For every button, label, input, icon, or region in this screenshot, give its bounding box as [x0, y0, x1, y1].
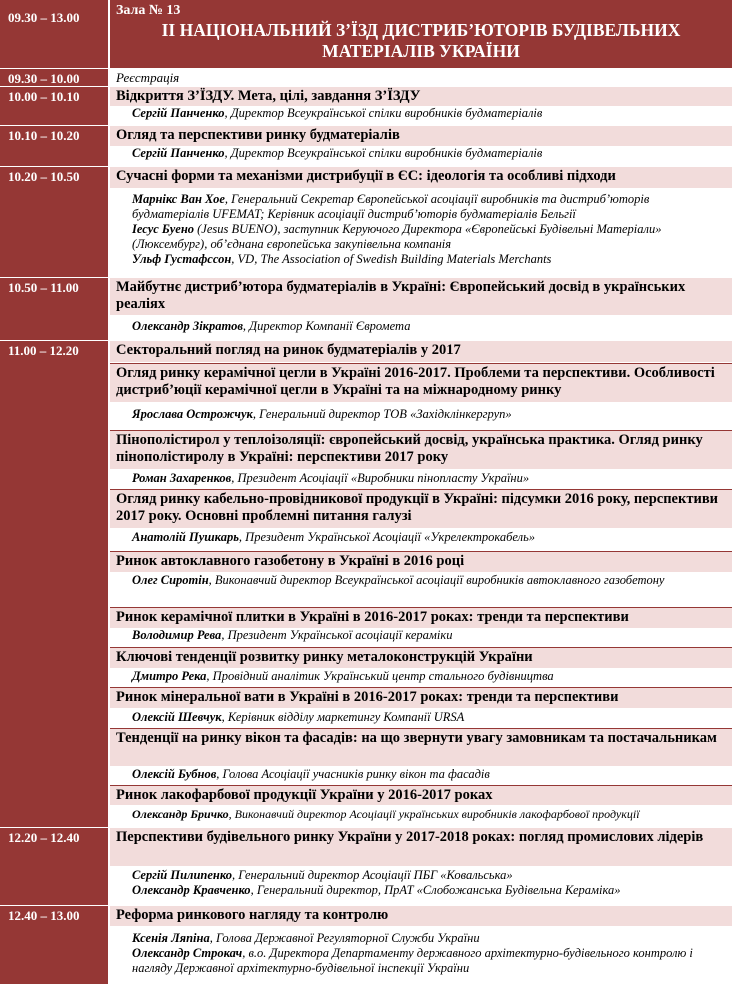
speaker-name: Сергій Пилипенко — [132, 868, 232, 882]
speaker-name: Сергій Панченко — [132, 146, 225, 160]
session-row — [0, 86, 732, 124]
speaker-role: , Президент Української Асоціації «Укрелектрокабель» — [238, 530, 536, 544]
speaker-name: Сергій Панченко — [132, 106, 225, 120]
speaker-role: , VD, The Association of Swedish Building Materials Merchants — [231, 252, 552, 266]
speaker-role: , Голова Асоціації учасників ринку вікон та фасадів — [216, 767, 490, 781]
speaker-name: Олег Сиротін — [132, 573, 209, 587]
speaker-line — [110, 669, 732, 687]
session-row — [0, 166, 732, 276]
session-title: Огляд та перспективи ринку будматеріалів — [110, 126, 732, 146]
subtopic-title: Пінополістирол у теплоізоляції: європейський досвід, українська практика. Огляд ринку пінополістиролу в Україні: перспективи 2017 року — [110, 431, 732, 469]
session-time: 12.20 – 12.40 — [8, 830, 80, 845]
subtopic-title: Огляд ринку кабельно-провідникової продукції в Україні: підсумки 2016 року, перспективи 2017 року. Основні проблемні питання галузі — [110, 490, 732, 528]
speaker-line — [110, 710, 732, 728]
header-banner — [110, 0, 732, 68]
session-time: 12.40 – 13.00 — [8, 908, 80, 923]
session-row — [0, 125, 732, 165]
speaker-name: Олександр Кравченко — [132, 883, 251, 897]
speaker-role: , Виконавчий директор Всеукраїнської асоціації виробників автоклавного газобетону — [208, 573, 665, 587]
hall-label: Зала № 13 — [116, 3, 181, 18]
speaker-line — [110, 573, 732, 607]
speaker-name: Роман Захаренков — [132, 471, 232, 485]
speaker-role: , Генеральний Секретар Європейської асоціації виробників та дистриб’юторів будматеріалів UFEMAT; Керівник асоціації дистриб’юторів будматеріалів Бельгії — [132, 192, 650, 221]
speaker-role: , Провідний аналітик Український центр стального будівництва — [206, 669, 554, 683]
subtopic-title: Тенденції на ринку вікон та фасадів: на що звернути увагу замовникам та постачальникам — [110, 729, 732, 766]
speaker-name: Марнікс Ван Хое — [132, 192, 225, 206]
speaker-name: Ульф Густафссон — [132, 252, 232, 266]
session-time: 11.00 – 12.20 — [8, 343, 79, 358]
speaker-role: , в.о. Директора Департаменту державного архітектурно-будівельного контролю і нагляду Державної архітектурно-будівельної інспекції України — [132, 946, 693, 975]
registration-text: Реєстрація — [110, 69, 732, 88]
session-title: Секторальний погляд на ринок будматеріалів у 2017 — [110, 341, 732, 362]
speaker-role: , Керівник відділу маркетингу Компанії URSA — [221, 710, 465, 724]
session-time: 10.10 – 10.20 — [8, 128, 80, 143]
subtopic-title: Ключові тенденції розвитку ринку металоконструкцій України — [110, 648, 732, 668]
session-row — [0, 827, 732, 904]
subtopic-title: Ринок автоклавного газобетону в Україні в 2016 році — [110, 552, 732, 572]
session-time: 10.20 – 10.50 — [8, 169, 80, 184]
speaker-line — [110, 407, 732, 427]
registration-row — [0, 68, 732, 88]
speaker-line — [110, 319, 732, 339]
speaker-line — [110, 807, 732, 825]
speaker-name: Ярослава Острожчук — [132, 407, 253, 421]
speaker-role: , Виконавчий директор Асоціації українських виробників лакофарбової продукції — [228, 807, 640, 821]
speaker-role: , Директор Компанії Євромета — [242, 319, 411, 333]
session-time: 10.00 – 10.10 — [8, 89, 80, 104]
speaker-name: Олександр Бричко — [132, 807, 229, 821]
speaker-name: Анатолій Пушкарь — [132, 530, 239, 544]
event-title-line1: ІІ НАЦІОНАЛЬНИЙ З’ЇЗД ДИСТРИБ’ЮТОРІВ БУДІВЕЛЬНИХ — [161, 20, 681, 40]
speaker-name: Олександр Строкач — [132, 946, 243, 960]
speaker-name: Олексій Шевчук — [132, 710, 222, 724]
speaker-line — [110, 471, 732, 489]
speaker-line — [132, 222, 726, 252]
speaker-line — [132, 946, 726, 976]
session-title: Відкриття З’ЇЗДУ. Мета, цілі, завдання З’ЇЗДУ — [110, 87, 732, 106]
session-title: Сучасні форми та механізми дистрибуції в ЄС: ідеологія та особливі підходи — [110, 167, 732, 188]
speaker-name: Іесус Буено — [132, 222, 195, 236]
speaker-role: , Директор Всеукраїнської спілки виробників будматеріалів — [224, 146, 543, 160]
speaker-line — [110, 146, 732, 165]
speaker-name: Володимир Рева — [132, 628, 222, 642]
speaker-block — [110, 868, 732, 904]
subtopic-title: Ринок мінеральної вати в Україні в 2016-2017 роках: тренди та перспективи — [110, 688, 732, 708]
subtopic-title: Ринок лакофарбової продукції України у 2016-2017 роках — [110, 786, 732, 805]
speaker-role: , Директор Всеукраїнської спілки виробників будматеріалів — [224, 106, 543, 120]
speaker-line — [132, 883, 726, 898]
speaker-line — [110, 106, 732, 124]
session-title: Майбутнє дистриб’ютора будматеріалів в Україні: Європейський досвід в українських реаліях — [110, 278, 732, 315]
speaker-name: Олександр Зікратов — [132, 319, 243, 333]
speaker-line — [110, 530, 732, 548]
speaker-block — [110, 192, 732, 276]
session-title: Реформа ринкового нагляду та контролю — [110, 906, 732, 926]
subtopic-title: Огляд ринку керамічної цегли в Україні 2016-2017. Проблеми та перспективи. Особливості дистриб’юції керамічної цегли в Україні та на міжнародному ринку — [110, 364, 732, 402]
speaker-line — [132, 192, 726, 222]
speaker-line — [110, 628, 732, 646]
session-row — [0, 905, 732, 984]
speaker-role: , Президент Асоціації «Виробники пінопласту України» — [231, 471, 530, 485]
session-time: 10.50 – 11.00 — [8, 280, 79, 295]
speaker-name: Дмитро Река — [132, 669, 207, 683]
speaker-name: Ксенія Ляпіна — [132, 931, 210, 945]
session-title: Перспективи будівельного ринку України у 2017-2018 роках: погляд промислових лідерів — [110, 828, 732, 866]
header-time: 09.30 – 13.00 — [8, 10, 80, 25]
event-title — [110, 20, 732, 62]
event-title-line2: МАТЕРІАЛІВ УКРАЇНИ — [322, 41, 520, 61]
speaker-role: , Голова Державної Регуляторної Служби України — [209, 931, 480, 945]
speaker-line — [132, 252, 726, 267]
registration-time: 09.30 – 10.00 — [8, 71, 80, 86]
speaker-block — [110, 931, 732, 985]
speaker-line — [110, 767, 732, 785]
speaker-role: , Генеральний директор Асоціації ПБГ «Ковальська» — [231, 868, 513, 882]
speaker-role: , Генеральний директор ТОВ «Західклінкергруп» — [252, 407, 512, 421]
speaker-line — [132, 931, 726, 946]
session-row — [0, 340, 732, 826]
speaker-role: , Президент Української асоціації кераміки — [221, 628, 453, 642]
subtopic-title: Ринок керамічної плитки в Україні в 2016-2017 роках: тренди та перспективи — [110, 608, 732, 628]
speaker-name: Олексій Бубнов — [132, 767, 217, 781]
speaker-role: (Jesus BUENO), заступник Керуючого Директора «Європейські Будівельні Матеріали» (Люксембург), об’єднана європейська закупівельна компанія — [132, 222, 662, 251]
speaker-line — [132, 868, 726, 883]
session-row — [0, 277, 732, 339]
speaker-role: , Генеральний директор, ПрАТ «Слобожанська Будівельна Кераміка» — [250, 883, 621, 897]
